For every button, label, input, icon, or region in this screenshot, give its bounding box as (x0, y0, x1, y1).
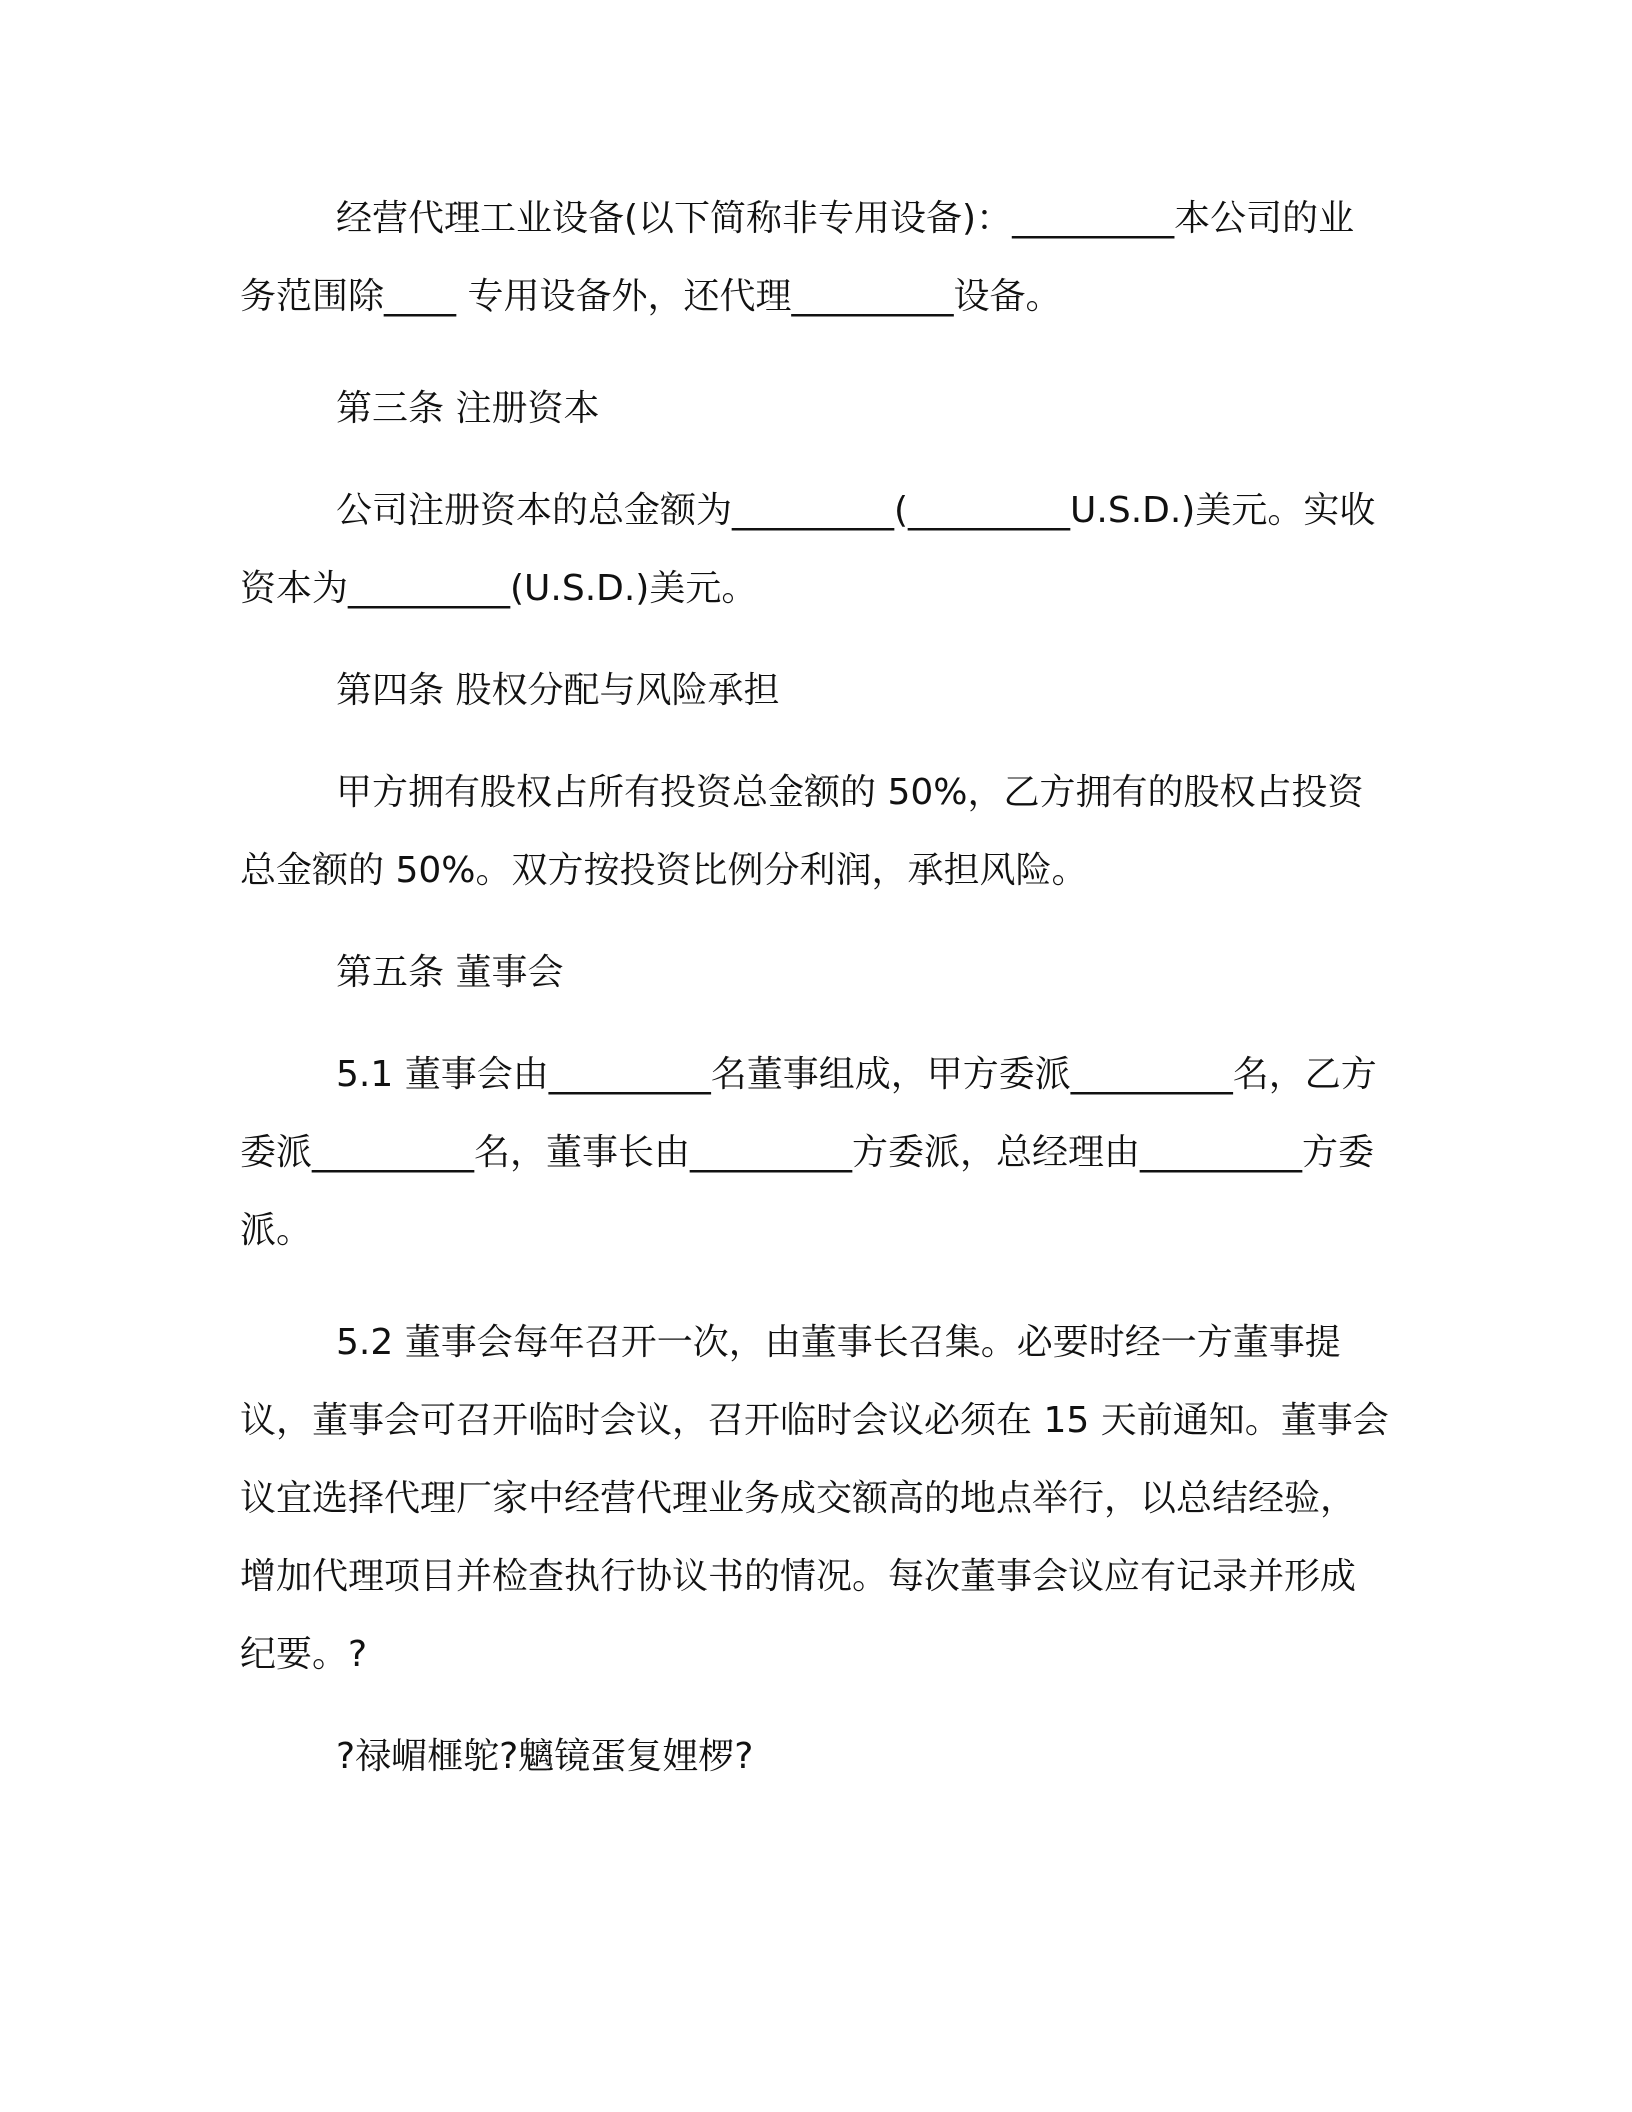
garbled-text-line: ?禄嵋榧鸵?魑镜蛋复娌椤? (336, 1736, 754, 1777)
paragraph-5-1-board-composition: 5.1 董事会由_________名董事组成，甲方委派_________名，乙方委派_________名，董事长由_________方委派，总经理由_________方委派。 (240, 1054, 1377, 1251)
document-page (240, 180, 1390, 1796)
paragraph-business-scope: 经营代理工业设备(以下简称非专用设备)：_________本公司的业务范围除____ 专用设备外，还代理_________设备。 (240, 198, 1355, 317)
article-5-heading: 第五条 董事会 (336, 952, 564, 993)
paragraph-equity-distribution: 甲方拥有股权占所有投资总金额的 50%，乙方拥有的股权占投资总金额的 50%。双方按投资比例分利润，承担风险。 (240, 772, 1364, 891)
paragraph-registered-capital: 公司注册资本的总金额为_________(_________U.S.D.)美元。实收资本为_________(U.S.D.)美元。 (240, 490, 1376, 609)
paragraph-5-2-board-meetings: 5.2 董事会每年召开一次，由董事长召集。必要时经一方董事提议，董事会可召开临时会议，召开临时会议必须在 15 天前通知。董事会议宜选择代理厂家中经营代理业务成交额高的地点举行，以总结经验，增加代理项目并检查执行协议书的情况。每次董事会议应有记录并形成纪要。? (240, 1322, 1389, 1675)
article-3-heading: 第三条 注册资本 (336, 388, 600, 429)
article-4-heading: 第四条 股权分配与风险承担 (336, 670, 780, 711)
